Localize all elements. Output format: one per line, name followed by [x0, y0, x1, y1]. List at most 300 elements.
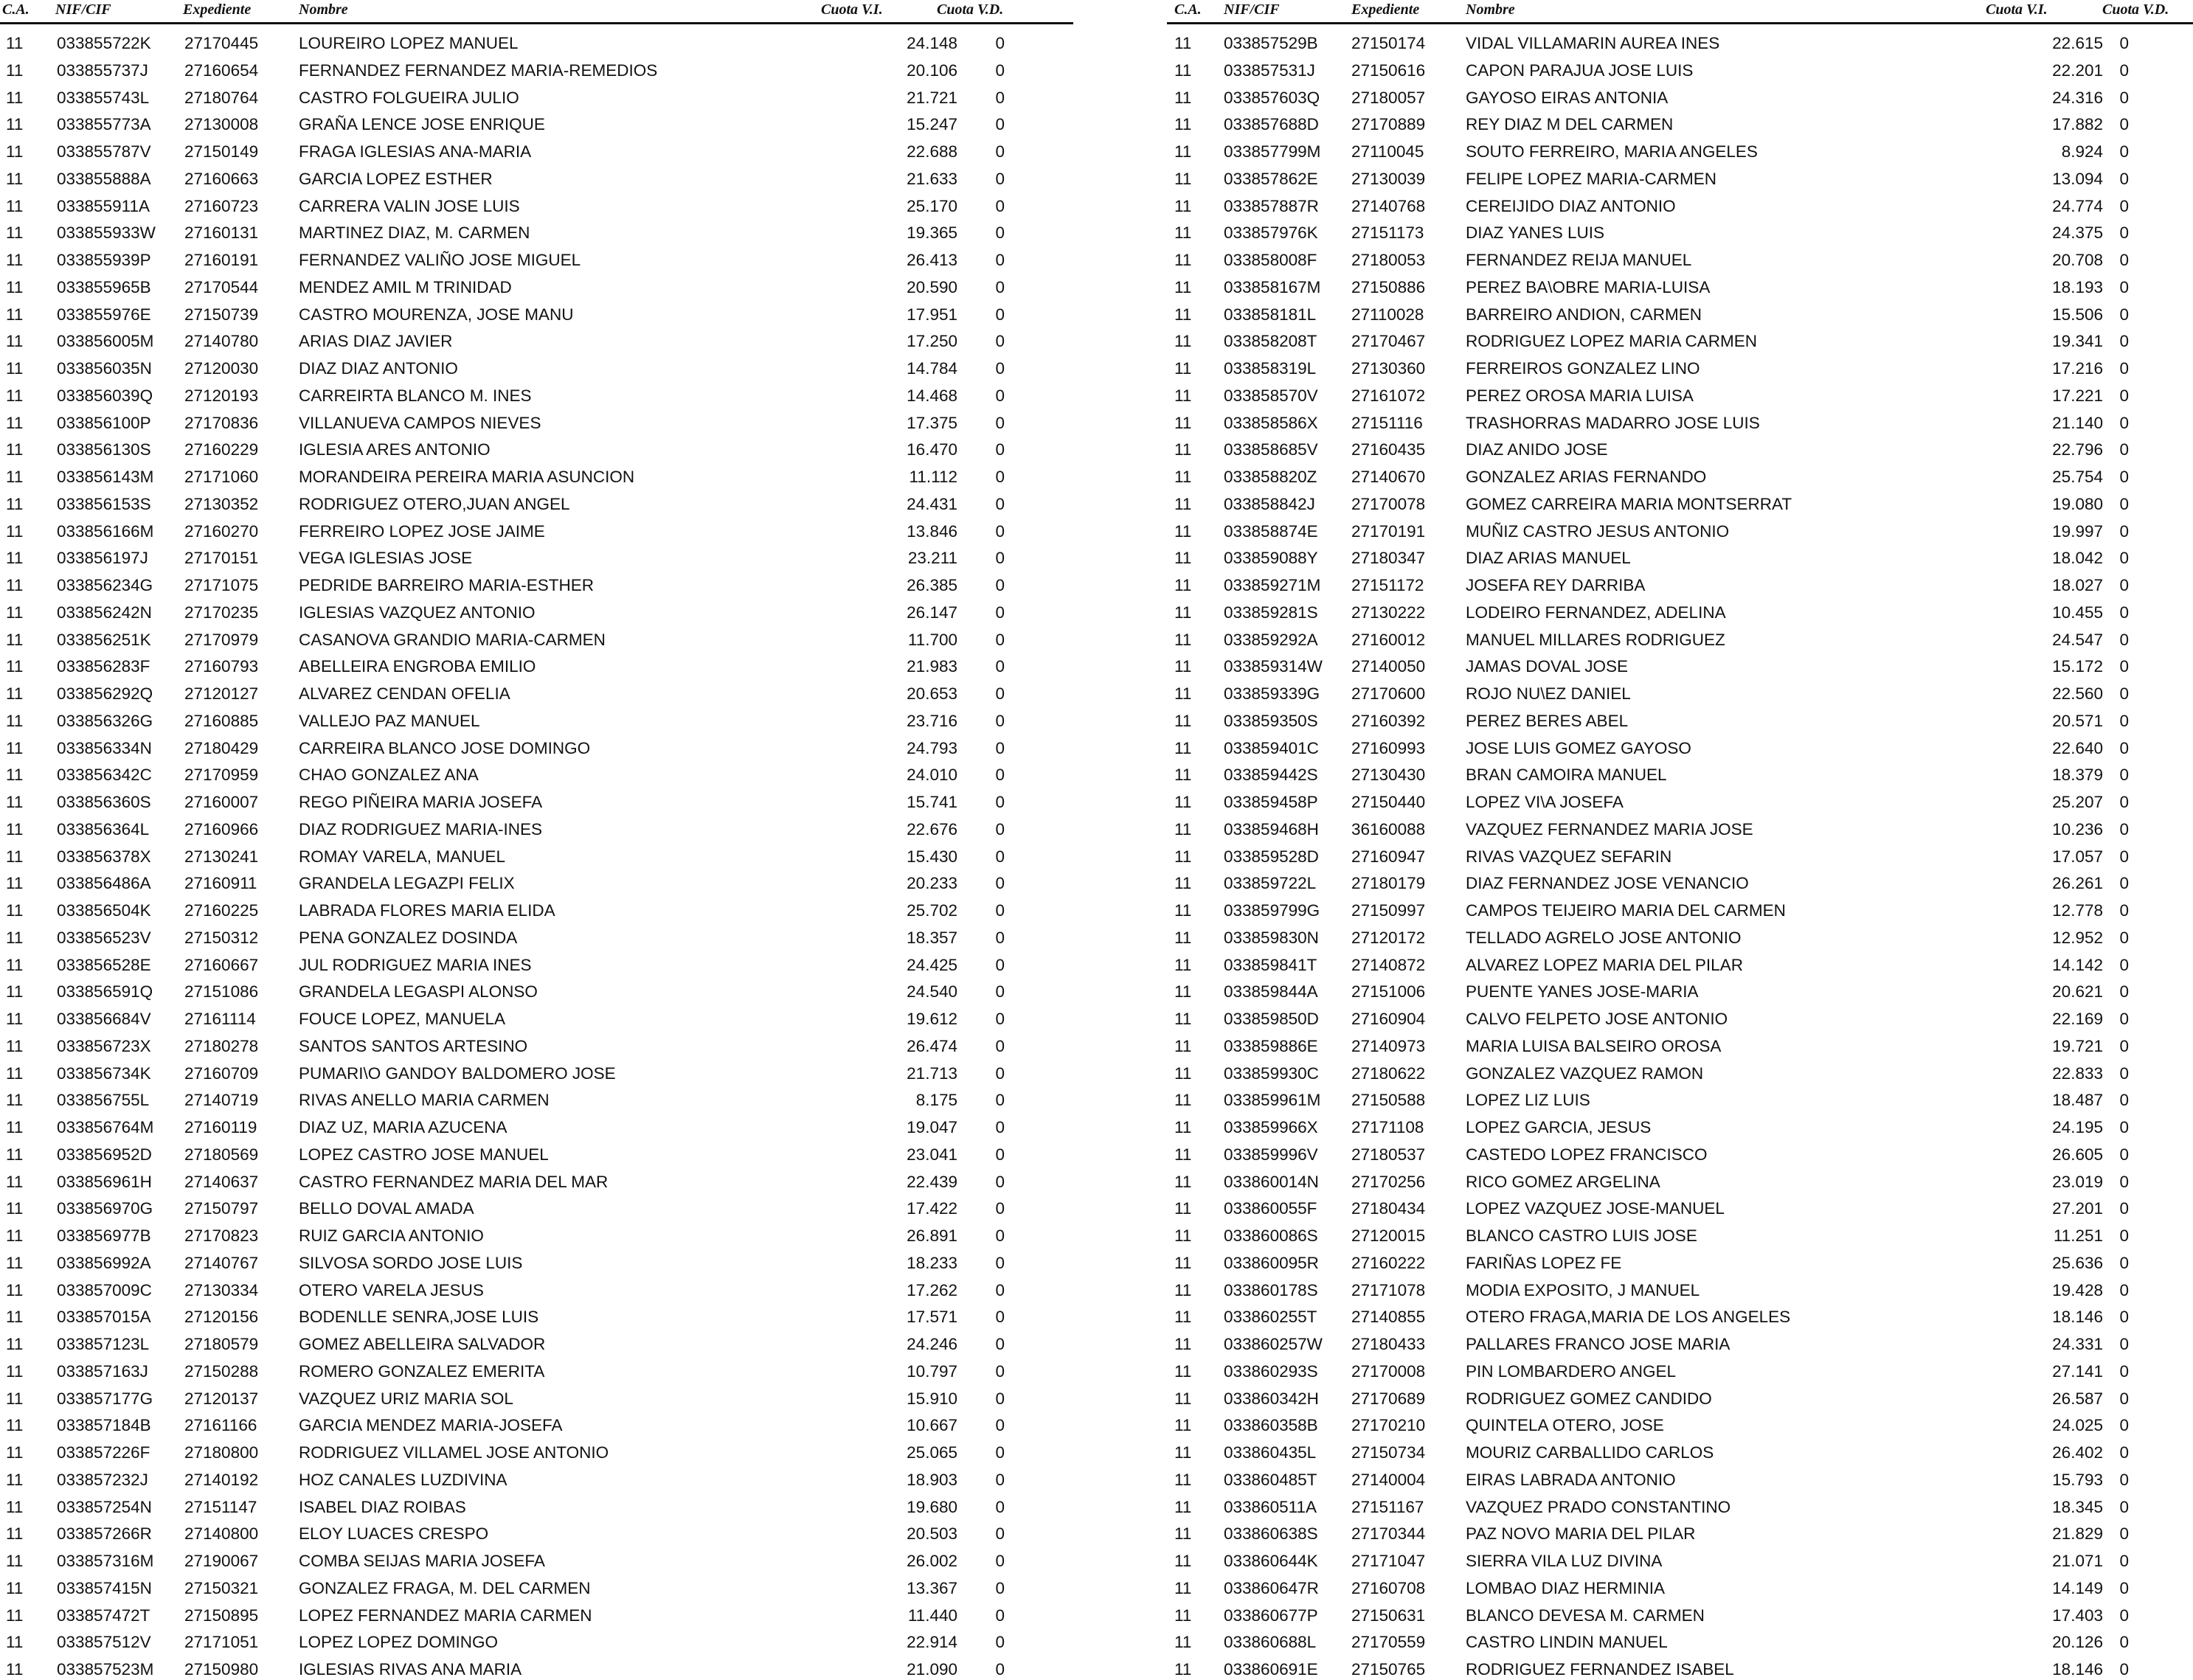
cell-nif: 033859961M: [1224, 1091, 1321, 1110]
cell-nombre: IGLESIAS RIVAS ANA MARIA: [299, 1660, 522, 1679]
cell-cuota-vd: 0: [995, 1335, 1005, 1353]
table-row: [0, 1138, 1073, 1165]
cell-ca: 11: [6, 60, 24, 80]
cell-ca: 11: [6, 1145, 24, 1164]
cell-cuota-vd: 0: [995, 874, 1005, 893]
cell-cuota-vd: 0: [995, 1145, 1005, 1164]
cell-ca: 11: [6, 1416, 24, 1435]
cell-nombre: MUÑIZ CASTRO JESUS ANTONIO: [1466, 521, 1730, 541]
table-row: [0, 1517, 1073, 1544]
cell-cuota-vd: 0: [2119, 1308, 2129, 1327]
table-row: [0, 162, 1073, 190]
cell-cuota-vi: 15.172: [2052, 657, 2103, 676]
table-row: [0, 1625, 1073, 1653]
cell-cuota-vi: 19.612: [907, 1010, 957, 1028]
cell-cuota-vd: 0: [995, 630, 1005, 649]
cell-cuota-vi: 22.640: [2052, 738, 2103, 757]
cell-cuota-vd: 0: [2119, 521, 2129, 541]
table-row: [1167, 921, 2193, 948]
cell-expediente: 27150631: [1351, 1606, 1426, 1625]
cell-cuota-vi: 21.071: [2052, 1552, 2103, 1570]
table-row: [1167, 27, 2193, 54]
cell-cuota-vd: 0: [995, 982, 1005, 1002]
cell-nombre: GARCIA MENDEZ MARIA-JOSEFA: [299, 1416, 563, 1435]
cell-nif: 033857316M: [57, 1552, 154, 1570]
cell-nombre: ROMERO GONZALEZ EMERITA: [299, 1361, 545, 1381]
cell-nombre: PUENTE YANES JOSE-MARIA: [1466, 982, 1699, 1002]
cell-cuota-vd: 0: [995, 494, 1005, 513]
cell-expediente: 27180537: [1351, 1145, 1426, 1164]
cell-expediente: 27170344: [1351, 1524, 1426, 1544]
table-row: [0, 1653, 1073, 1680]
cell-expediente: 27180433: [1351, 1335, 1426, 1353]
cell-ca: 11: [6, 1063, 24, 1083]
table-row: [1167, 704, 2193, 732]
cell-ca: 11: [6, 874, 24, 893]
cell-nombre: LABRADA FLORES MARIA ELIDA: [299, 901, 555, 920]
cell-cuota-vd: 0: [2119, 1633, 2129, 1652]
cell-ca: 11: [6, 468, 24, 486]
cell-ca: 11: [6, 1253, 24, 1272]
cell-nombre: GOMEZ CARREIRA MARIA MONTSERRAT: [1466, 494, 1792, 513]
cell-cuota-vi: 21.829: [2052, 1524, 2103, 1544]
table-row: [1167, 81, 2193, 108]
cell-nif: 033856153S: [57, 494, 151, 513]
cell-nombre: DIAZ RODRIGUEZ MARIA-INES: [299, 819, 543, 839]
cell-nombre: VALLEJO PAZ MANUEL: [299, 711, 480, 730]
table-row: [1167, 1002, 2193, 1030]
cell-ca: 11: [6, 1443, 24, 1462]
cell-ca: 11: [1174, 359, 1192, 378]
cell-cuota-vi: 19.341: [2052, 332, 2103, 351]
cell-expediente: 27170078: [1351, 494, 1426, 513]
cell-expediente: 27150739: [184, 305, 259, 324]
cell-expediente: 27150321: [184, 1578, 259, 1597]
cell-cuota-vi: 18.379: [2052, 766, 2103, 785]
cell-nombre: IGLESIA ARES ANTONIO: [299, 440, 491, 459]
cell-cuota-vd: 0: [995, 1524, 1005, 1544]
cell-expediente: 27180622: [1351, 1063, 1426, 1083]
cell-nif: 033857226F: [57, 1443, 150, 1462]
cell-cuota-vi: 18.146: [2052, 1660, 2103, 1679]
cell-nif: 033857531J: [1224, 60, 1315, 80]
cell-nombre: DIAZ FERNANDEZ JOSE VENANCIO: [1466, 874, 1749, 893]
table-row: [0, 867, 1073, 894]
table-row: [0, 1246, 1073, 1274]
cell-nombre: FARIÑAS LOPEZ FE: [1466, 1253, 1622, 1272]
cell-ca: 11: [1174, 494, 1192, 513]
cell-nif: 033855743L: [57, 88, 150, 107]
table-row: [0, 921, 1073, 948]
table-row: [1167, 460, 2193, 487]
header-nif: NIF/CIF: [55, 1, 111, 18]
cell-ca: 11: [1174, 332, 1192, 351]
cell-ca: 11: [1174, 386, 1192, 405]
cell-cuota-vi: 17.951: [907, 305, 957, 324]
cell-ca: 11: [1174, 847, 1192, 866]
cell-ca: 11: [1174, 277, 1192, 296]
cell-ca: 11: [6, 1470, 24, 1489]
cell-ca: 11: [6, 1335, 24, 1353]
cell-nombre: MENDEZ AMIL M TRINIDAD: [299, 277, 512, 296]
cell-nif: 033855737J: [57, 60, 148, 80]
cell-cuota-vd: 0: [2119, 1606, 2129, 1625]
cell-cuota-vi: 25.170: [907, 196, 957, 215]
cell-cuota-vd: 0: [995, 1253, 1005, 1272]
cell-nombre: LOPEZ CASTRO JOSE MANUEL: [299, 1145, 549, 1164]
cell-nombre: LOUREIRO LOPEZ MANUEL: [299, 34, 519, 52]
table-row: [1167, 1436, 2193, 1463]
cell-cuota-vd: 0: [995, 440, 1005, 459]
cell-ca: 11: [1174, 1578, 1192, 1597]
cell-expediente: 27130360: [1351, 359, 1426, 378]
cell-nif: 033856684V: [57, 1010, 151, 1028]
cell-ca: 11: [6, 305, 24, 324]
cell-cuota-vi: 10.667: [907, 1416, 957, 1435]
cell-cuota-vd: 0: [995, 1552, 1005, 1570]
cell-cuota-vi: 23.019: [2052, 1172, 2103, 1191]
cell-expediente: 27151086: [184, 982, 259, 1002]
cell-cuota-vi: 21.721: [907, 88, 957, 107]
cell-cuota-vi: 18.193: [2052, 277, 2103, 296]
cell-expediente: 27150797: [184, 1199, 259, 1218]
cell-nif: 033856342C: [57, 766, 152, 785]
left-column: [0, 0, 1073, 1679]
cell-cuota-vi: 17.422: [907, 1199, 957, 1218]
cell-ca: 11: [6, 1578, 24, 1597]
cell-nombre: SOUTO FERREIRO, MARIA ANGELES: [1466, 142, 1758, 161]
cell-cuota-vd: 0: [2119, 1253, 2129, 1272]
cell-nif: 033856364L: [57, 819, 150, 839]
cell-cuota-vi: 22.688: [907, 142, 957, 161]
cell-cuota-vd: 0: [995, 1010, 1005, 1028]
cell-nombre: GAYOSO EIRAS ANTONIA: [1466, 88, 1669, 107]
cell-ca: 11: [1174, 1091, 1192, 1110]
table-row: [0, 243, 1073, 271]
cell-cuota-vi: 26.413: [907, 251, 957, 269]
cell-cuota-vi: 17.262: [907, 1280, 957, 1299]
table-row: [1167, 487, 2193, 515]
cell-cuota-vi: 24.547: [2052, 630, 2103, 649]
cell-cuota-vi: 25.754: [2052, 468, 2103, 486]
table-row: [1167, 1490, 2193, 1518]
cell-nif: 033860688L: [1224, 1633, 1317, 1652]
cell-cuota-vi: 13.094: [2052, 169, 2103, 188]
cell-nif: 033858319L: [1224, 359, 1317, 378]
cell-nif: 033856292Q: [57, 684, 153, 703]
cell-nif: 033859314W: [1224, 657, 1323, 676]
cell-nif: 033858008F: [1224, 251, 1317, 269]
cell-cuota-vd: 0: [995, 847, 1005, 866]
cell-expediente: 27150440: [1351, 793, 1426, 811]
cell-expediente: 27190067: [184, 1552, 259, 1570]
table-row: [0, 108, 1073, 135]
cell-nif: 033860485T: [1224, 1470, 1317, 1489]
cell-expediente: 27160911: [184, 874, 257, 893]
cell-ca: 11: [6, 901, 24, 920]
cell-nif: 033859996V: [1224, 1145, 1318, 1164]
cell-nif: 033859468H: [1224, 819, 1319, 839]
cell-expediente: 27130222: [1351, 603, 1426, 622]
table-row: [0, 352, 1073, 379]
cell-nif: 033856334N: [57, 738, 152, 757]
cell-nombre: JUL RODRIGUEZ MARIA INES: [299, 955, 532, 974]
cell-cuota-vd: 0: [2119, 359, 2129, 378]
cell-cuota-vi: 19.080: [2052, 494, 2103, 513]
cell-cuota-vi: 22.796: [2052, 440, 2103, 459]
cell-nif: 033859458P: [1224, 793, 1318, 811]
cell-ca: 11: [1174, 34, 1192, 52]
cell-nombre: FERREIRO LOPEZ JOSE JAIME: [299, 521, 545, 541]
table-row: [1167, 1274, 2193, 1301]
cell-nombre: CASTRO LINDIN MANUEL: [1466, 1633, 1668, 1652]
cell-nombre: FERREIROS GONZALEZ LINO: [1466, 359, 1700, 378]
cell-ca: 11: [1174, 1118, 1192, 1136]
cell-cuota-vi: 20.503: [907, 1524, 957, 1544]
table-row: [0, 894, 1073, 921]
cell-ca: 11: [1174, 1280, 1192, 1299]
cell-expediente: 27140637: [184, 1172, 259, 1191]
cell-cuota-vd: 0: [2119, 1389, 2129, 1408]
table-row: [1167, 1572, 2193, 1599]
cell-cuota-vd: 0: [995, 1660, 1005, 1679]
table-row: [0, 190, 1073, 217]
cell-nif: 033856039Q: [57, 386, 153, 405]
cell-nif: 033857523M: [57, 1660, 154, 1679]
cell-nif: 033856977B: [57, 1226, 151, 1245]
cell-nif: 033856486A: [57, 874, 151, 893]
cell-ca: 11: [6, 1524, 24, 1544]
cell-ca: 11: [6, 1497, 24, 1516]
table-row: [0, 487, 1073, 515]
cell-nombre: CASTEDO LOPEZ FRANCISCO: [1466, 1145, 1708, 1164]
cell-nombre: FERNANDEZ FERNANDEZ MARIA-REMEDIOS: [299, 60, 658, 80]
cell-cuota-vi: 26.147: [907, 603, 957, 622]
cell-expediente: 27180764: [184, 88, 259, 107]
cell-nif: 033860178S: [1224, 1280, 1318, 1299]
table-row: [1167, 216, 2193, 243]
table-row: [1167, 271, 2193, 298]
cell-ca: 11: [1174, 305, 1192, 324]
cell-nif: 033856734K: [57, 1063, 151, 1083]
cell-nif: 033857862E: [1224, 169, 1318, 188]
cell-cuota-vi: 10.455: [2052, 603, 2103, 622]
cell-nif: 033855933W: [57, 223, 156, 243]
cell-cuota-vi: 22.560: [2052, 684, 2103, 703]
cell-ca: 11: [6, 603, 24, 622]
cell-cuota-vi: 20.106: [907, 60, 957, 80]
cell-nombre: PEREZ BERES ABEL: [1466, 711, 1629, 730]
cell-nombre: PEREZ OROSA MARIA LUISA: [1466, 386, 1694, 405]
cell-nif: 033855787V: [57, 142, 151, 161]
cell-cuota-vi: 20.126: [2052, 1633, 2103, 1652]
cell-expediente: 27170979: [184, 630, 259, 649]
cell-nif: 033860644K: [1224, 1552, 1318, 1570]
cell-nombre: MOURIZ CARBALLIDO CARLOS: [1466, 1443, 1714, 1462]
cell-expediente: 27150997: [1351, 901, 1426, 920]
cell-expediente: 27130039: [1351, 169, 1426, 188]
cell-cuota-vd: 0: [2119, 1470, 2129, 1489]
cell-nif: 033857123L: [57, 1335, 150, 1353]
cell-cuota-vd: 0: [995, 1036, 1005, 1055]
table-row: [0, 1111, 1073, 1138]
cell-nombre: MODIA EXPOSITO, J MANUEL: [1466, 1280, 1700, 1299]
cell-cuota-vd: 0: [2119, 1524, 2129, 1544]
cell-expediente: 27140768: [1351, 196, 1426, 215]
cell-cuota-vi: 20.233: [907, 874, 957, 893]
cell-nombre: PENA GONZALEZ DOSINDA: [299, 928, 518, 947]
header-nombre: Nombre: [1466, 1, 1515, 18]
table-row: [1167, 1083, 2193, 1111]
cell-cuota-vd: 0: [995, 413, 1005, 432]
cell-cuota-vi: 27.201: [2052, 1199, 2103, 1218]
table-row: [0, 298, 1073, 325]
cell-cuota-vi: 11.440: [907, 1606, 957, 1625]
cell-nif: 033860638S: [1224, 1524, 1318, 1544]
cell-cuota-vi: 23.041: [907, 1145, 957, 1164]
table-row: [0, 1327, 1073, 1355]
cell-ca: 11: [6, 1552, 24, 1570]
cell-nif: 033856166M: [57, 521, 154, 541]
table-row: [0, 1002, 1073, 1030]
cell-expediente: 27170836: [184, 413, 259, 432]
cell-ca: 11: [1174, 1497, 1192, 1516]
table-row: [0, 1274, 1073, 1301]
table-row: [0, 1409, 1073, 1436]
cell-cuota-vi: 22.169: [2052, 1010, 2103, 1028]
cell-expediente: 27160904: [1351, 1010, 1426, 1028]
table-row: [0, 1300, 1073, 1327]
cell-nombre: CARREIRA BLANCO JOSE DOMINGO: [299, 738, 591, 757]
cell-expediente: 27120193: [184, 386, 259, 405]
cell-expediente: 27171060: [184, 468, 259, 486]
cell-nombre: CARREIRTA BLANCO M. INES: [299, 386, 532, 405]
table-row: [1167, 1463, 2193, 1490]
cell-expediente: 27170256: [1351, 1172, 1426, 1191]
cell-expediente: 27120127: [184, 684, 259, 703]
cell-cuota-vi: 8.175: [915, 1091, 957, 1110]
table-row: [0, 81, 1073, 108]
cell-nif: 033858820Z: [1224, 468, 1317, 486]
cell-nif: 033859339G: [1224, 684, 1320, 703]
cell-nombre: GARCIA LOPEZ ESTHER: [299, 169, 493, 188]
header-cuota-vd: Cuota V.D.: [937, 1, 1004, 18]
cell-cuota-vd: 0: [995, 738, 1005, 757]
cell-ca: 11: [1174, 928, 1192, 947]
table-row: [0, 216, 1073, 243]
cell-cuota-vi: 18.146: [2052, 1308, 2103, 1327]
cell-ca: 11: [1174, 874, 1192, 893]
cell-cuota-vd: 0: [995, 142, 1005, 161]
cell-cuota-vi: 20.653: [907, 684, 957, 703]
cell-ca: 11: [6, 196, 24, 215]
cell-cuota-vi: 22.439: [907, 1172, 957, 1191]
table-row: [1167, 1625, 2193, 1653]
cell-ca: 11: [1174, 576, 1192, 594]
cell-nombre: PEDRIDE BARREIRO MARIA-ESTHER: [299, 576, 595, 594]
cell-nombre: VAZQUEZ FERNANDEZ MARIA JOSE: [1466, 819, 1753, 839]
table-row: [0, 1599, 1073, 1626]
header-nif: NIF/CIF: [1224, 1, 1280, 18]
cell-nif: 033855722K: [57, 34, 151, 52]
header-cuota-vi: Cuota V.I.: [1986, 1, 2048, 18]
cell-cuota-vd: 0: [2119, 603, 2129, 622]
cell-ca: 11: [1174, 223, 1192, 243]
cell-expediente: 27160709: [184, 1063, 259, 1083]
cell-cuota-vi: 14.149: [2052, 1578, 2103, 1597]
cell-cuota-vd: 0: [995, 521, 1005, 541]
table-row: [1167, 732, 2193, 759]
cell-cuota-vd: 0: [995, 603, 1005, 622]
cell-cuota-vd: 0: [995, 766, 1005, 785]
cell-ca: 11: [1174, 657, 1192, 676]
cell-nif: 033856992A: [57, 1253, 151, 1272]
cell-ca: 11: [6, 1199, 24, 1218]
table-row: [0, 271, 1073, 298]
cell-nif: 033856970G: [57, 1199, 153, 1218]
cell-nombre: RODRIGUEZ LOPEZ MARIA CARMEN: [1466, 332, 1758, 351]
cell-cuota-vi: 25.702: [907, 901, 957, 920]
cell-expediente: 27180278: [184, 1036, 259, 1055]
cell-ca: 11: [1174, 1361, 1192, 1381]
cell-nif: 033859844A: [1224, 982, 1318, 1002]
table-row: [1167, 596, 2193, 623]
cell-nif: 033860691E: [1224, 1660, 1318, 1679]
cell-expediente: 27110045: [1351, 142, 1424, 161]
cell-nombre: FERNANDEZ REIJA MANUEL: [1466, 251, 1692, 269]
cell-ca: 11: [6, 1226, 24, 1245]
cell-nombre: BLANCO DEVESA M. CARMEN: [1466, 1606, 1705, 1625]
cell-cuota-vd: 0: [2119, 277, 2129, 296]
cell-nombre: DIAZ DIAZ ANTONIO: [299, 359, 458, 378]
cell-expediente: 27171078: [1351, 1280, 1426, 1299]
cell-expediente: 27160229: [184, 440, 259, 459]
table-row: [0, 596, 1073, 623]
cell-expediente: 27150886: [1351, 277, 1426, 296]
cell-nif: 033856283F: [57, 657, 150, 676]
cell-nif: 033859841T: [1224, 955, 1317, 974]
cell-cuota-vi: 17.375: [907, 413, 957, 432]
cell-cuota-vd: 0: [995, 1470, 1005, 1489]
table-row: [0, 379, 1073, 406]
cell-cuota-vd: 0: [2119, 1361, 2129, 1381]
cell-ca: 11: [1174, 955, 1192, 974]
cell-expediente: 27130241: [184, 847, 259, 866]
cell-cuota-vd: 0: [995, 1308, 1005, 1327]
cell-ca: 11: [1174, 1443, 1192, 1462]
cell-cuota-vd: 0: [2119, 874, 2129, 893]
cell-nombre: FRAGA IGLESIAS ANA-MARIA: [299, 142, 532, 161]
cell-cuota-vd: 0: [995, 332, 1005, 351]
cell-ca: 11: [1174, 1145, 1192, 1164]
cell-nif: 033860014N: [1224, 1172, 1319, 1191]
cell-nombre: MARIA LUISA BALSEIRO OROSA: [1466, 1036, 1722, 1055]
table-row: [1167, 324, 2193, 352]
cell-cuota-vi: 25.636: [2052, 1253, 2103, 1272]
header-ca: C.A.: [1174, 1, 1202, 18]
cell-nombre: CARRERA VALIN JOSE LUIS: [299, 196, 520, 215]
cell-expediente: 27140192: [184, 1470, 259, 1489]
cell-cuota-vi: 20.590: [907, 277, 957, 296]
cell-ca: 11: [6, 711, 24, 730]
cell-cuota-vd: 0: [995, 359, 1005, 378]
cell-nombre: RUIZ GARCIA ANTONIO: [299, 1226, 484, 1245]
cell-nif: 033858874E: [1224, 521, 1318, 541]
cell-cuota-vi: 15.741: [907, 793, 957, 811]
cell-cuota-vi: 11.700: [907, 630, 957, 649]
cell-cuota-vi: 22.833: [2052, 1063, 2103, 1083]
cell-expediente: 27160012: [1351, 630, 1426, 649]
